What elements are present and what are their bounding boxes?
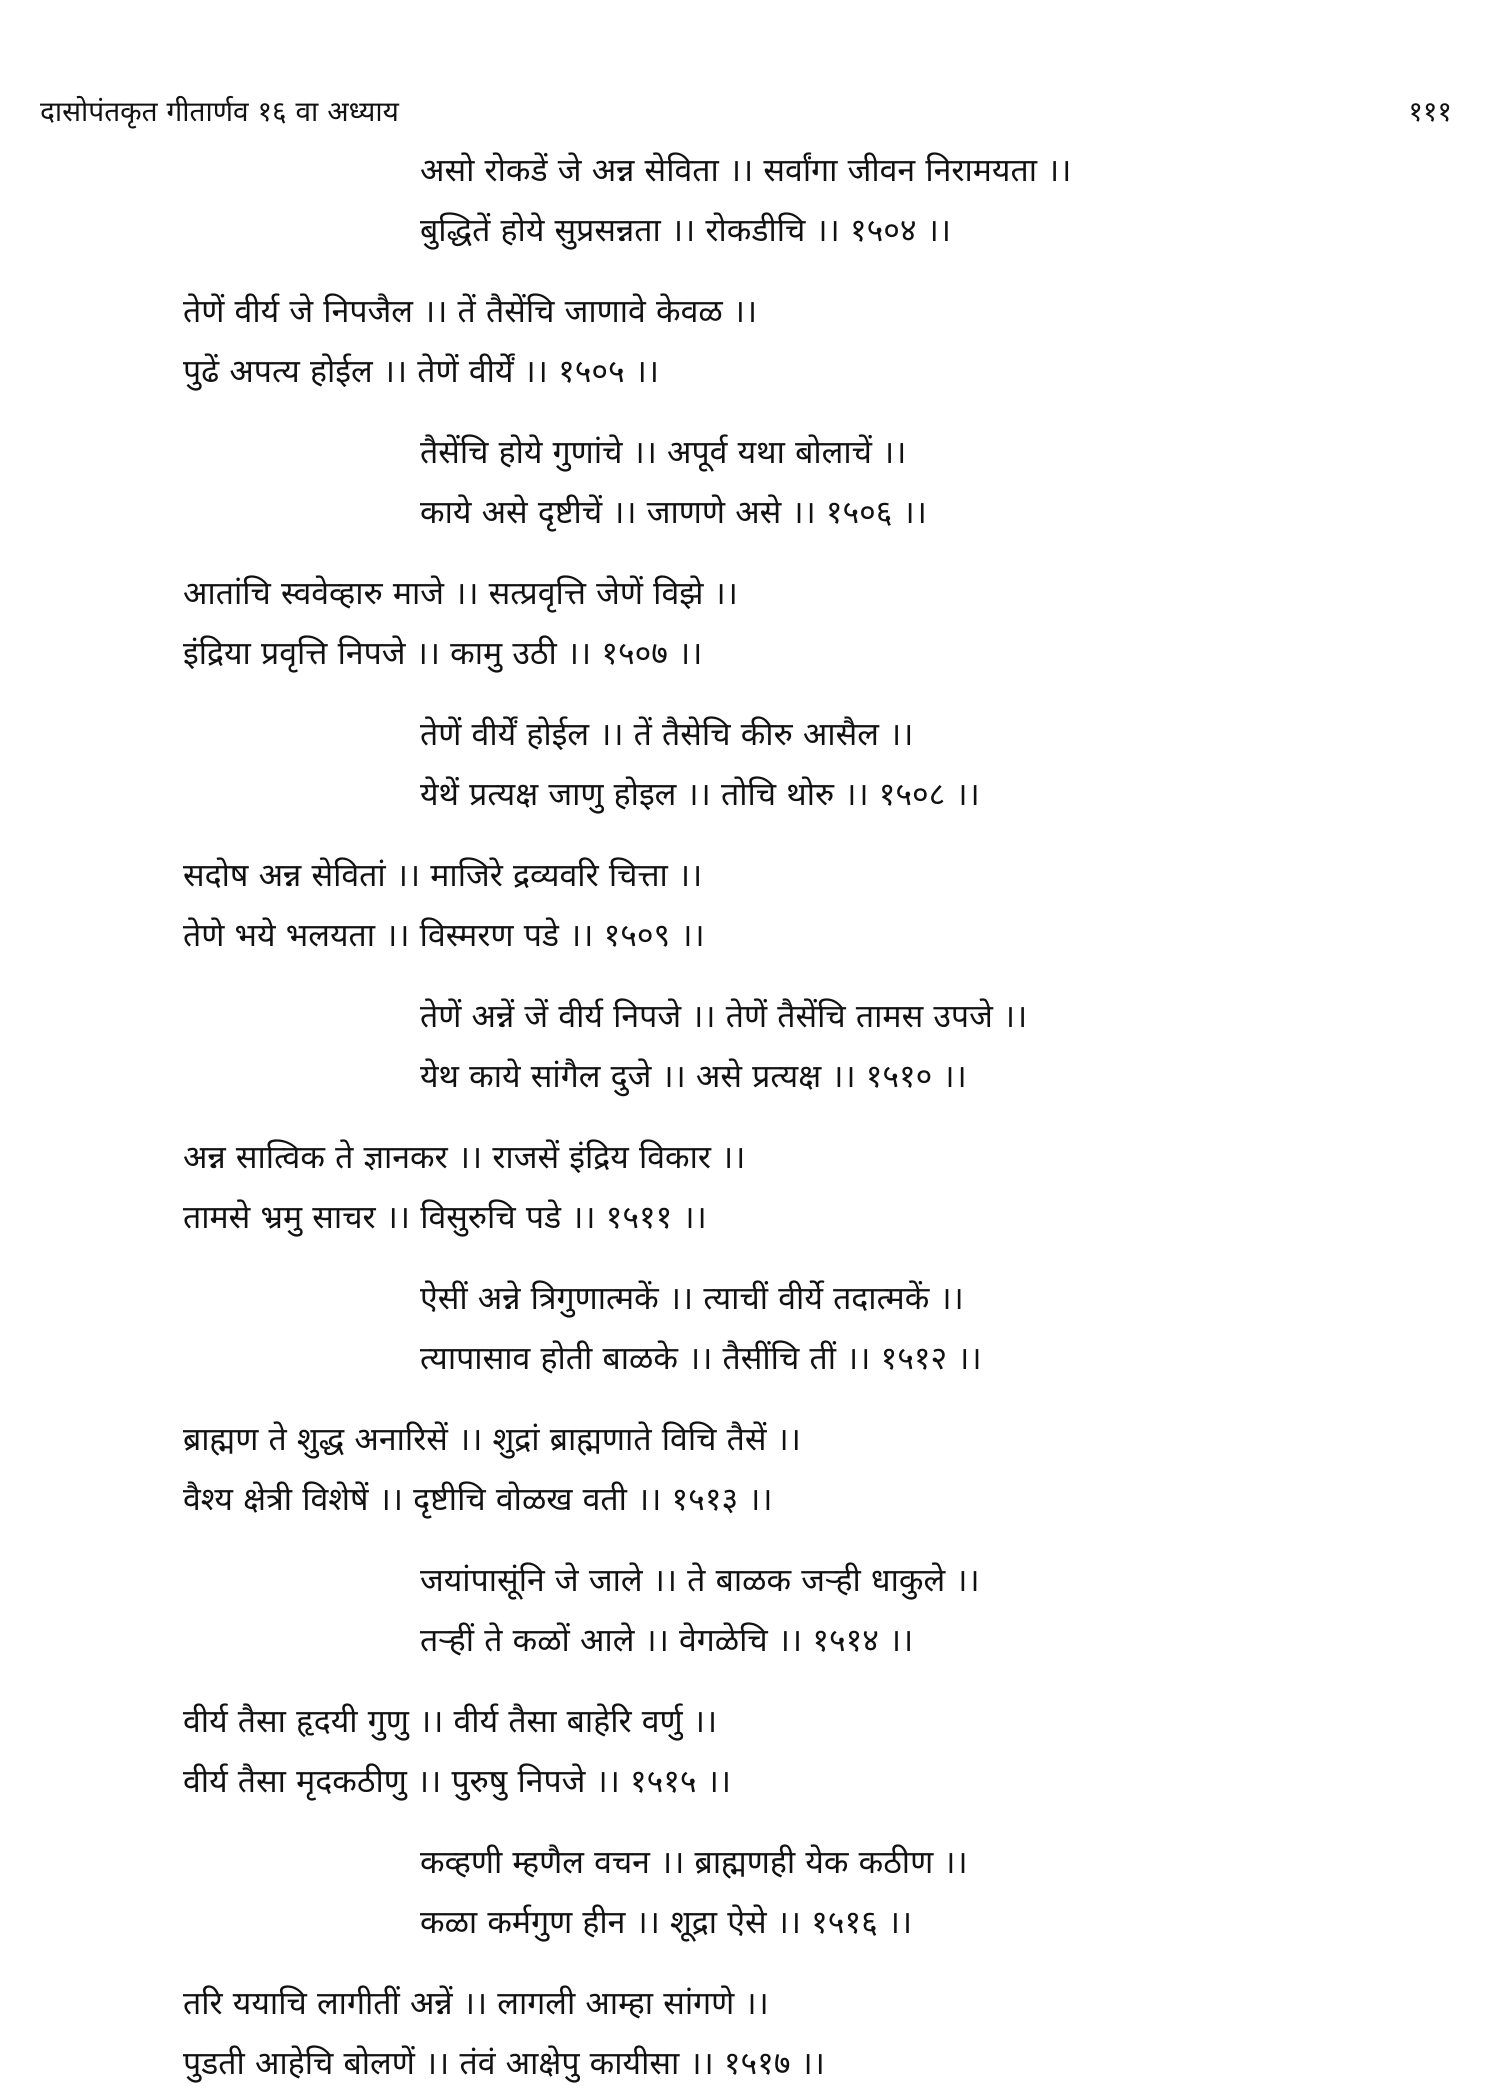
verse-line: वैश्य क्षेत्री विशेषें ।। दृष्टीचि वोळख वती ।। १५१३ ।। [183, 1480, 773, 1518]
verse-1516 [0, 1832, 1500, 1952]
verse-line: तऱ्हीं ते कळों आले ।। वेगळेचि ।। १५१४ ।। [420, 1621, 914, 1659]
verse-line: तेणें वीर्यें होईल ।। तें तैसेचि कीरु आसैल ।। [420, 715, 914, 753]
verse-1510 [0, 986, 1500, 1106]
verse-1512 [0, 1268, 1500, 1388]
verse-1506 [0, 422, 1500, 542]
verse-list [0, 140, 1500, 2093]
verse-line: ब्राह्मण ते शुद्ध अनारिसें ।। शुद्रां ब्राह्मणाते विचि तैसें ।। [183, 1420, 801, 1458]
page-number: १११ [1408, 95, 1452, 128]
verse-line: पुढें अपत्य होईल ।। तेणें वीर्यें ।। १५०५ ।। [183, 352, 660, 390]
verse-line: अन्न सात्विक ते ज्ञानकर ।। राजसें इंद्रिय विकार ।। [183, 1138, 746, 1176]
verse-line: तेणें अन्नें जें वीर्य निपजे ।। तेणें तैसेंचि तामस उपजे ।। [420, 997, 1028, 1035]
verse-line: वीर्य तैसा मृदकठीणु ।। पुरुषु निपजे ।। १५१५ ।। [183, 1762, 731, 1800]
verse-1511 [0, 1127, 1500, 1247]
verse-line: तैसेंचि होये गुणांचे ।। अपूर्व यथा बोलाचें ।। [420, 433, 907, 471]
verse-1505 [0, 281, 1500, 401]
verse-line: तामसे भ्रमु साचर ।। विसुरुचि पडे ।। १५११ ।। [183, 1198, 707, 1236]
verse-line: आतांचि स्ववेव्हारु माजे ।। सत्प्रवृत्ति जेणें विझे ।। [183, 574, 738, 612]
verse-line: तेणें वीर्य जे निपजैल ।। तें तैसेंचि जाणावे केवळ ।। [183, 292, 758, 330]
verse-line: जयांपासूंनि जे जाले ।। ते बाळक जऱ्ही धाकुले ।। [420, 1561, 980, 1599]
verse-1504 [0, 140, 1500, 260]
verse-line: बुद्धितें होये सुप्रसन्नता ।। रोकडीचि ।। १५०४ ।। [420, 211, 951, 249]
verse-line: काये असे दृष्टीचें ।। जाणणे असे ।। १५०६ ।। [420, 493, 927, 531]
verse-1509 [0, 845, 1500, 965]
verse-line: इंद्रिया प्रवृत्ति निपजे ।। कामु उठी ।। १५०७ ।। [183, 634, 703, 672]
verse-line: कव्हणी म्हणैल वचन ।। ब्राह्मणही येक कठीण ।। [420, 1843, 968, 1881]
verse-1515 [0, 1691, 1500, 1811]
verse-1507 [0, 563, 1500, 683]
verse-line: येथ काये सांगैल दुजे ।। असे प्रत्यक्ष ।। १५१० ।। [420, 1057, 967, 1095]
verse-1513 [0, 1409, 1500, 1529]
verse-1514 [0, 1550, 1500, 1670]
verse-line: तरि ययाचि लागीतीं अन्नें ।। लागली आम्हा सांगणे ।। [183, 1984, 769, 2022]
running-header-title: दासोपंतकृत गीतार्णव १६ वा अध्याय [40, 95, 399, 128]
verse-line: त्यापासाव होती बाळके ।। तैसींचि तीं ।। १५१२ ।। [420, 1339, 982, 1377]
verse-line: वीर्य तैसा हृदयी गुणु ।। वीर्य तैसा बाहेरि वर्णु ।। [183, 1702, 718, 1740]
verse-line: ऐसीं अन्ने त्रिगुणात्मकें ।। त्याचीं वीर्ये तदात्मकें ।। [420, 1279, 964, 1317]
verse-line: पुडती आहेचि बोलणें ।। तंवं आक्षेपु कायीसा ।। १५१७ ।। [183, 2044, 825, 2082]
verse-line: कळा कर्मगुण हीन ।। शूद्रा ऐसे ।। १५१६ ।। [420, 1903, 913, 1941]
verse-line: सदोष अन्न सेवितां ।। माजिरे द्रव्यवरि चित्ता ।। [183, 856, 703, 894]
verse-1508 [0, 704, 1500, 824]
verse-line: येथें प्रत्यक्ष जाणु होइल ।। तोचि थोरु ।। १५०८ ।। [420, 775, 980, 813]
verse-line: असो रोकडें जे अन्न सेविता ।। सर्वांगा जीवन निरामयता ।। [420, 151, 1072, 189]
verse-line: तेणे भये भलयता ।। विस्मरण पडे ।। १५०९ ।। [183, 916, 705, 954]
verse-1517 [0, 1973, 1500, 2093]
